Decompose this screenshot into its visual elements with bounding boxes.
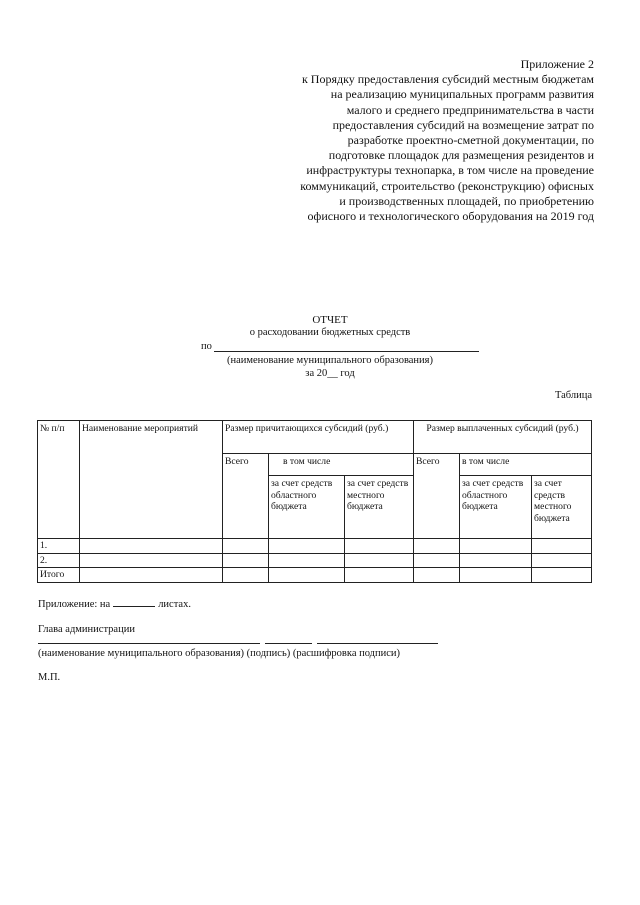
row-label: 2.: [38, 553, 80, 568]
po-prefix: по: [201, 341, 212, 352]
report-table: [37, 420, 592, 583]
report-title-block: [180, 314, 480, 339]
header-due: Размер причитающихся субсидий (руб.): [223, 421, 414, 454]
signature-line: [265, 636, 312, 644]
municipality-sign-line: [38, 636, 260, 644]
year-line: за 20__ год: [305, 368, 355, 379]
municipality-blank: [214, 342, 479, 352]
header-paid-total: Всего: [414, 454, 460, 539]
attachment-line: [38, 598, 191, 610]
appendix-line: подготовке площадок для размещения резидентов и: [328, 148, 594, 163]
appendix-line: предоставления субсидий на возмещение затрат по: [332, 117, 594, 132]
table-label: Таблица: [554, 390, 592, 401]
table-row: [38, 568, 592, 583]
appendix-line: малого и среднего предпринимательства в части: [346, 102, 594, 117]
header-event: Наименование мероприятий: [80, 421, 223, 539]
signature-lines: [38, 636, 438, 644]
header-paid: Размер выплаченных субсидий (руб.): [414, 421, 592, 454]
header-due-total: Всего: [223, 454, 269, 539]
appendix-line: коммуникаций, строительство (реконструкцию) офисных: [300, 178, 594, 193]
attach-suffix: листах.: [158, 599, 191, 610]
header-paid-including: в том числе: [460, 454, 592, 476]
header-paid-regional: за счет средств областного бюджета: [460, 476, 532, 539]
appendix-line: к Порядку предоставления субсидий местным бюджетам: [301, 72, 594, 87]
municipality-hint: (наименование муниципального образования): [226, 355, 434, 366]
appendix-line: разработке проектно-сметной документации, по: [347, 133, 594, 148]
signature-caption: (наименование муниципального образования) (подпись) (расшифровка подписи): [38, 648, 401, 659]
appendix-line: Приложение 2: [520, 57, 594, 71]
report-subtitle: о расходовании бюджетных средств: [249, 326, 411, 338]
report-title: ОТЧЕТ: [312, 314, 348, 326]
table-row: [38, 553, 592, 568]
row-label: Итого: [38, 568, 80, 583]
header-due-regional: за счет средств областного бюджета: [269, 476, 345, 539]
attach-prefix: Приложение: на: [38, 599, 111, 610]
table-row: [38, 539, 592, 554]
signature-decode-line: [317, 636, 438, 644]
header-num: № п/п: [38, 421, 80, 539]
head-admin-label: Глава администрации: [38, 624, 135, 635]
header-due-local: за счет средств местного бюджета: [345, 476, 414, 539]
appendix-line: инфраструктуры технопарка, в том числе на проведение: [306, 163, 594, 178]
header-due-including: в том числе: [269, 454, 414, 476]
row-label: 1.: [38, 539, 80, 554]
appendix-line: офисного и технологического оборудования на 2019 год: [307, 209, 594, 224]
sheets-blank: [113, 598, 155, 607]
municipality-line: [201, 341, 479, 352]
header-paid-local: за счет средств местного бюджета: [532, 476, 592, 539]
appendix-line: и производственных площадей, по приобретению: [339, 193, 594, 208]
stamp-place: М.П.: [38, 672, 61, 683]
appendix-line: на реализацию муниципальных программ развития: [330, 87, 594, 102]
appendix-header: [262, 57, 594, 224]
